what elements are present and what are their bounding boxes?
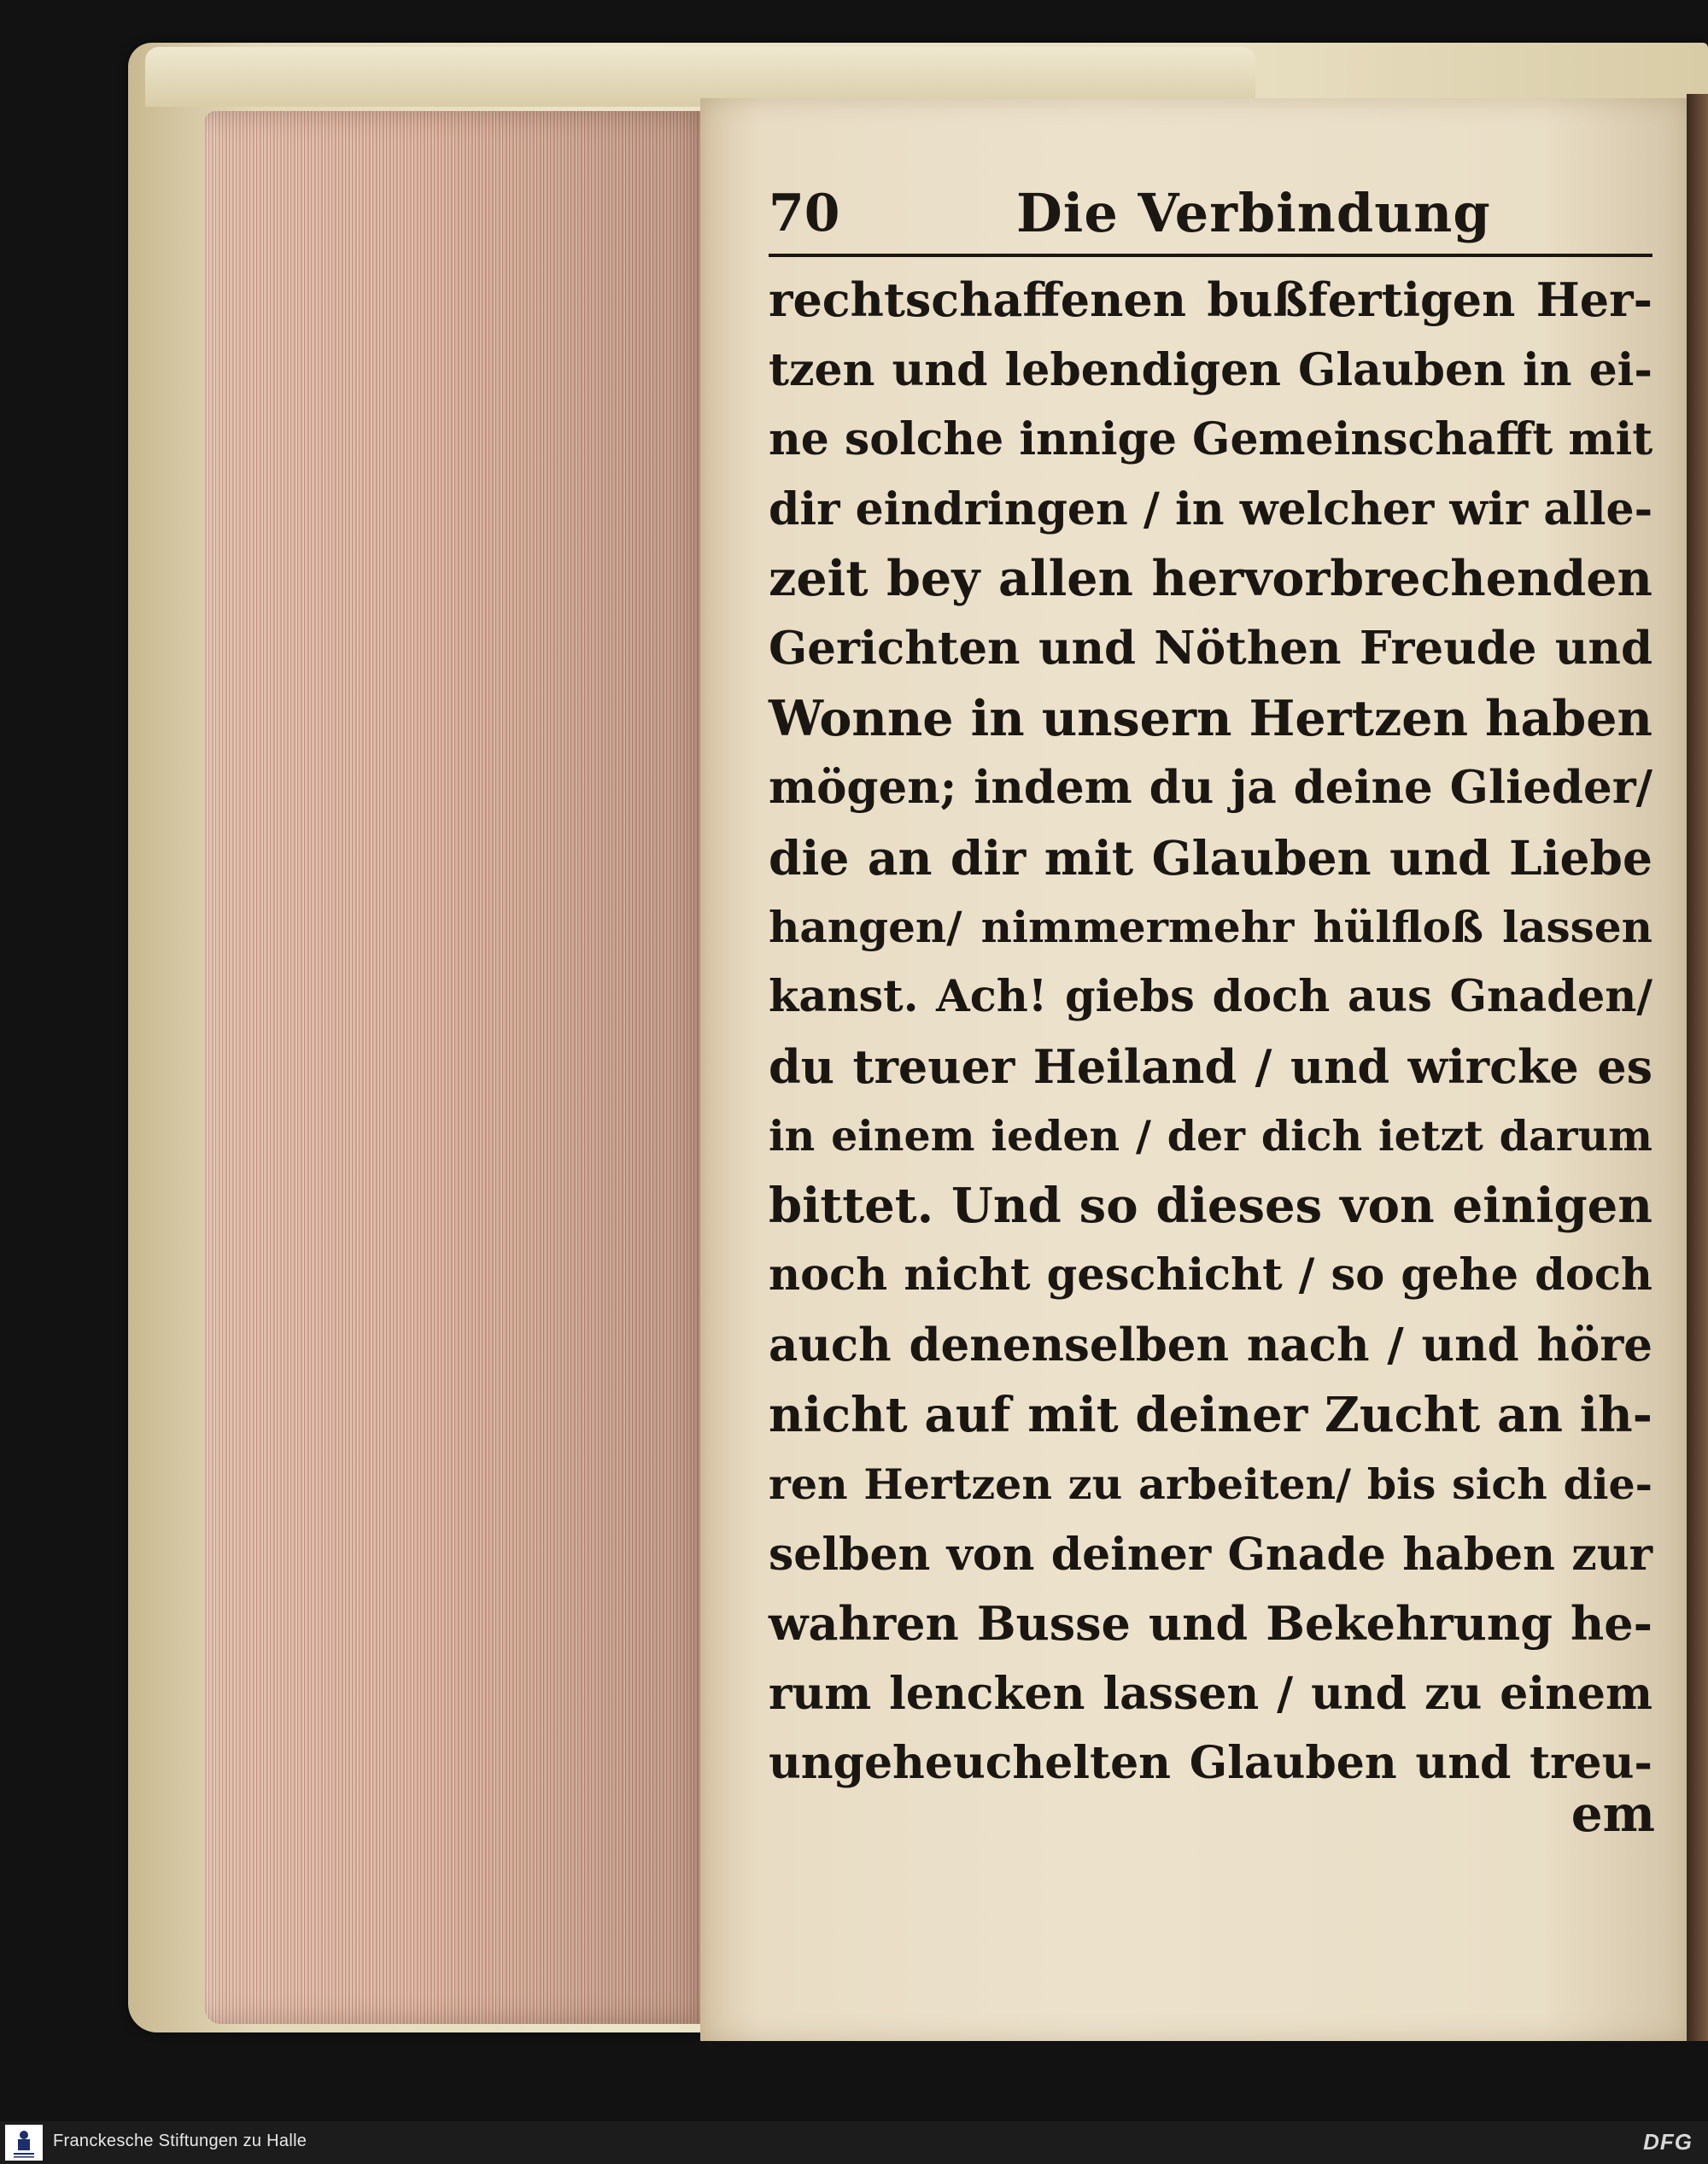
text-line: Gerichten und Nöthen Freude und [769, 621, 1652, 675]
text-line: rechtschaffenen bußfertigen Her- [769, 272, 1652, 327]
facing-page-edge [1687, 94, 1708, 2041]
page-block-shade [205, 111, 717, 2024]
page-header [769, 175, 1648, 252]
text-line: ne solche innige Gemeinschafft mit [769, 413, 1653, 466]
text-line: bittet. Und so dieses von einigen [769, 1177, 1652, 1234]
text-line: ren Hertzen zu arbeiten/ bis sich die- [769, 1459, 1652, 1510]
page-number: 70 [769, 184, 840, 243]
text-line: wahren Busse und Bekehrung he- [769, 1596, 1652, 1652]
text-line: nicht auf mit deiner Zucht an ih- [769, 1386, 1652, 1443]
text-line: hangen/ nimmermehr hülfloß lassen [769, 902, 1652, 953]
dfg-logo: DFG [1643, 2129, 1693, 2155]
text-line: mögen; indem du ja deine Glieder/ [769, 761, 1652, 815]
running-head: Die Verbindung [1016, 182, 1491, 244]
footer-bar [0, 2121, 1708, 2164]
catchword: em [1571, 1785, 1655, 1843]
institution-label: Franckesche Stiftungen zu Halle [53, 2132, 307, 2150]
text-line: auch denenselben nach / und höre [769, 1318, 1652, 1372]
text-line: Wonne in unsern Hertzen haben [769, 689, 1652, 747]
text-line: die an dir mit Glauben und Liebe [769, 829, 1652, 886]
text-line: tzen und lebendigen Glauben in ei- [769, 343, 1652, 396]
text-line: ungeheuchelten Glauben und treu- [769, 1737, 1652, 1790]
header-rule [769, 254, 1652, 257]
text-line: in einem ieden / der dich ietzt darum [769, 1111, 1652, 1161]
text-line: kanst. Ach! giebs doch aus Gnaden/ [769, 970, 1652, 1022]
foundation-logo-icon[interactable] [5, 2125, 43, 2161]
text-block [769, 266, 1652, 1798]
text-line: zeit bey allen hervorbrechenden [769, 550, 1652, 608]
text-line: noch nicht geschicht / so gehe doch [769, 1249, 1652, 1301]
printed-page [700, 98, 1691, 2041]
text-line: dir eindringen / in welcher wir alle- [769, 483, 1653, 535]
text-line: selben von deiner Gnade haben zur [769, 1528, 1652, 1581]
text-line: rum lencken lassen / und zu einem [769, 1667, 1652, 1720]
text-line: du treuer Heiland / und wircke es [769, 1038, 1652, 1094]
